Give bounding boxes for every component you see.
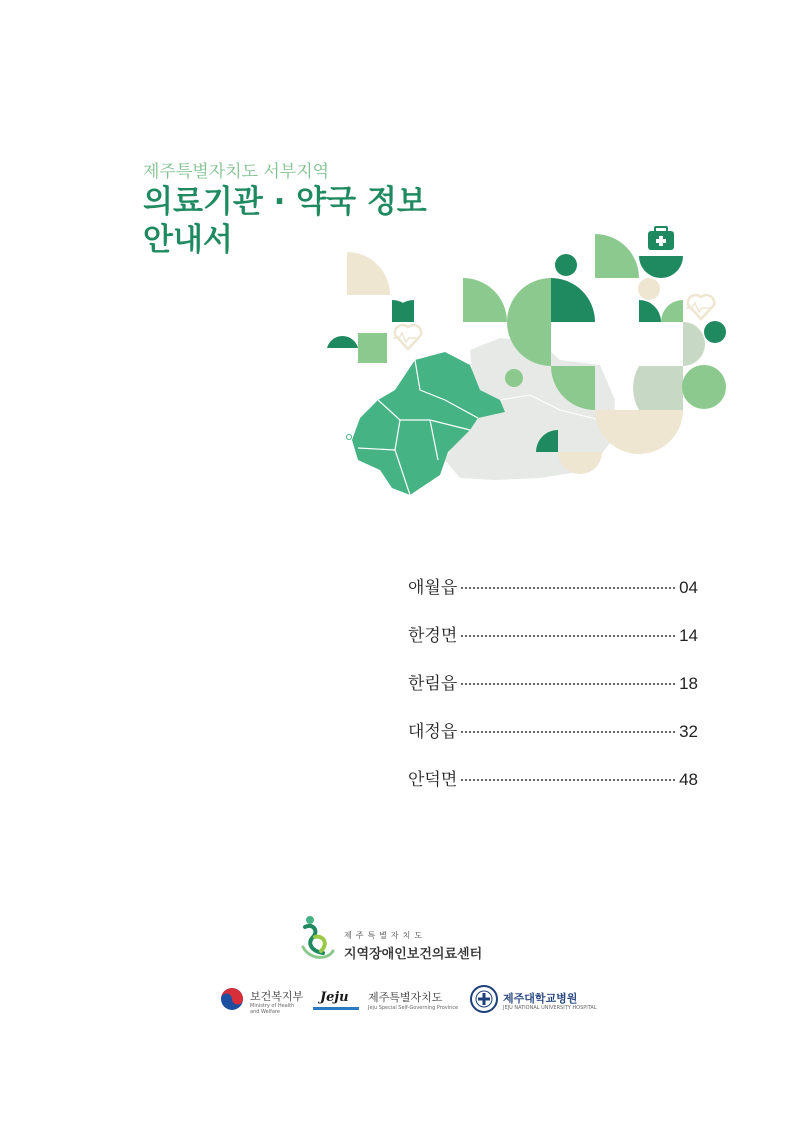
toc-page-number: 18 <box>679 674 698 693</box>
table-of-contents <box>408 573 698 813</box>
toc-row[interactable] <box>408 573 698 621</box>
small-island <box>347 435 352 440</box>
toc-leader-dots <box>461 587 675 589</box>
partner-hospital-name: 제주대학교병원 <box>503 992 578 1005</box>
toc-row[interactable] <box>408 765 698 813</box>
toc-leader-dots <box>461 683 675 685</box>
toc-region-name: 안덕면 <box>408 770 458 790</box>
center-province-label: 제주특별자치도 <box>344 931 427 940</box>
jeju-west-map-illustration <box>0 0 794 560</box>
toc-page-number: 04 <box>679 578 698 597</box>
toc-row[interactable] <box>408 669 698 717</box>
toc-page-number: 32 <box>679 722 698 741</box>
toc-row[interactable] <box>408 717 698 765</box>
jeju-logo-text: Jeju <box>320 990 349 1005</box>
toc-region-name: 대정읍 <box>408 722 458 742</box>
partner-ministry-sub2: and Welfare <box>250 1009 280 1015</box>
document-subtitle: 제주특별자치도 서부지역 <box>143 162 330 182</box>
toc-row[interactable] <box>408 621 698 669</box>
toc-region-name: 애월읍 <box>408 578 458 598</box>
toc-leader-dots <box>461 779 675 781</box>
title-line-1: 의료기관 · 약국 정보 <box>143 184 427 220</box>
toc-page-number: 14 <box>679 626 698 645</box>
partner-hospital-sub: JEJU NATIONAL UNIVERSITY HOSPITAL <box>503 1005 597 1011</box>
partner-ministry-sub1: Ministry of Health <box>250 1003 295 1009</box>
partner-province-sub: Jeju Special Self-Governing Province <box>368 1005 459 1011</box>
medical-kit-icon <box>648 227 674 250</box>
toc-region-name: 한림읍 <box>408 674 458 694</box>
toc-leader-dots <box>461 731 675 733</box>
partner-ministry-name: 보건복지부 <box>250 990 304 1003</box>
hospital-seal-icon <box>470 985 498 1013</box>
partner-logos <box>0 985 794 1019</box>
toc-leader-dots <box>461 635 675 637</box>
title-line-2: 안내서 <box>143 222 233 258</box>
partner-province-name: 제주특별자치도 <box>368 991 443 1004</box>
toc-page-number: 48 <box>679 770 698 789</box>
jeju-logo-wave <box>313 1007 359 1010</box>
center-name: 지역장애인보건의료센터 <box>344 947 483 962</box>
toc-region-name: 한경면 <box>408 626 458 646</box>
taegeuk-icon <box>220 987 244 1011</box>
